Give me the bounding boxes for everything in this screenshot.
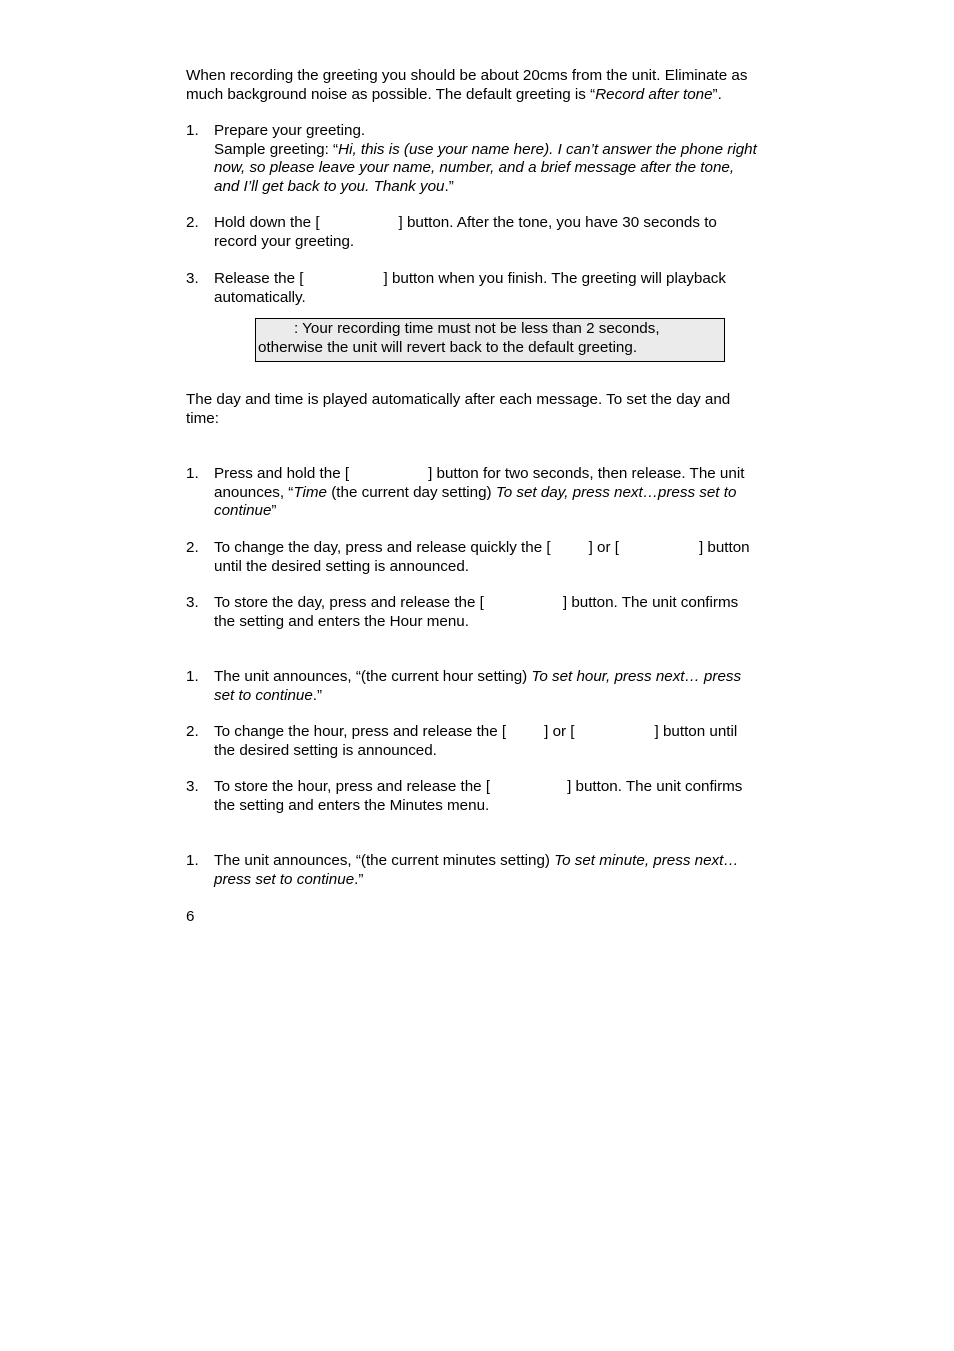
step-number: 3.	[186, 778, 199, 795]
step-number: 2.	[186, 214, 199, 231]
step-number: 1.	[186, 465, 199, 482]
step-number: 2.	[186, 723, 199, 740]
note-box	[255, 318, 725, 362]
step-text: The unit announces, “(the current hour setting) To set hour, press next… press set to continue.”	[214, 668, 742, 704]
intro-line-2: much background noise as possible. The default greeting is “Record after tone”.	[186, 85, 722, 103]
step-text: To change the hour, press and release the [ ] or [ ] button until the desired setting is announced.	[214, 723, 738, 759]
step-number: 2.	[186, 539, 199, 556]
step-number: 1.	[186, 852, 199, 869]
step-text: To store the hour, press and release the [ ] button. The unit confirms the setting and enters the Minutes menu.	[214, 778, 743, 814]
note-line-1: : Your recording time must not be less than 2 seconds,	[294, 320, 660, 337]
step-text: Press and hold the [ ] button for two seconds, then release. The unit anounces, “Time (the current day setting) To set day, press next…press set to continue”	[214, 465, 745, 519]
page-number: 6	[186, 908, 195, 925]
day-time-intro: The day and time is played automatically after each message. To set the day and time:	[186, 391, 731, 427]
step-number: 3.	[186, 594, 199, 611]
intro-line-1: When recording the greeting you should be about 20cms from the unit. Eliminate as	[186, 67, 748, 84]
note-line-2: otherwise the unit will revert back to the default greeting.	[258, 338, 638, 356]
step-text: Prepare your greeting. Sample greeting: “Hi, this is (use your name here). I can’t answer the phone right now, so please leave your name, number, and a brief message after the tone, and I’ll get back to you. Thank you.”	[214, 122, 757, 195]
step-text: To store the day, press and release the [ ] button. The unit confirms the setting and enters the Hour menu.	[214, 594, 739, 630]
step-text: Release the [ ] button when you finish. The greeting will playback automatically.	[214, 270, 726, 306]
step-text: To change the day, press and release quickly the [ ] or [ ] button until the desired setting is announced.	[214, 539, 750, 575]
step-text: Hold down the [ ] button. After the tone, you have 30 seconds to record your greeting.	[214, 214, 717, 250]
step-number: 1.	[186, 668, 199, 685]
step-number: 1.	[186, 122, 199, 139]
step-number: 3.	[186, 270, 199, 287]
step-text: The unit announces, “(the current minutes setting) To set minute, press next… press set to continue.”	[214, 852, 739, 888]
intro-paragraph	[186, 67, 796, 104]
